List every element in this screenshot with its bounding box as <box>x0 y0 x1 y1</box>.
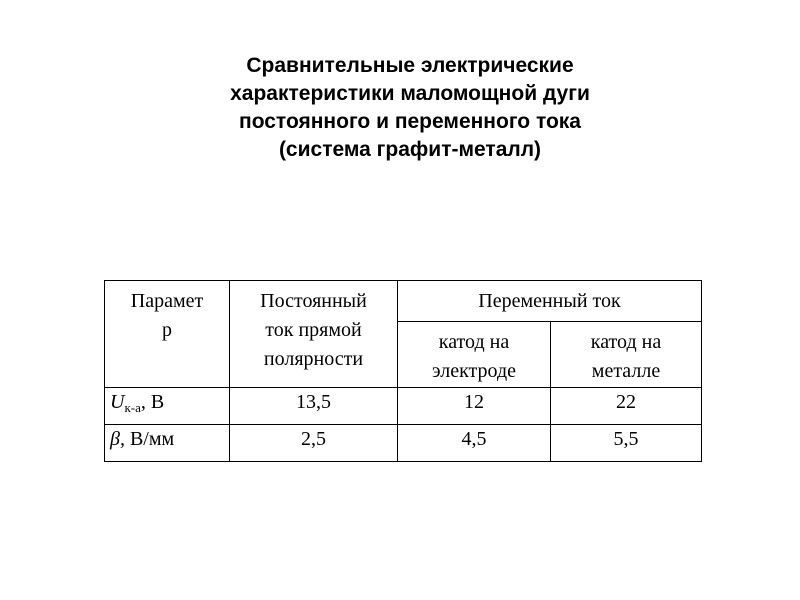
row-parameter-voltage: $U_{к-а}$, В <box>105 388 230 425</box>
title-line-3: постоянного и переменного тока <box>239 110 581 133</box>
title-line-1: Сравнительные электрические <box>246 54 574 77</box>
cell-ac-electrode-value: 4,5 <box>398 425 551 462</box>
header-direct-current: Постоянный ток прямой полярности <box>230 281 398 388</box>
row-parameter-beta: β, В/мм <box>105 425 230 462</box>
cell-ac-metal-value: 22 <box>551 388 702 425</box>
cell-ac-metal-value: 5,5 <box>551 425 702 462</box>
table-header-row <box>105 281 702 322</box>
header-alternating-current: Переменный ток <box>398 281 702 322</box>
header-cathode-on-metal: катод на металле <box>551 322 702 388</box>
header-cathode-on-electrode: катод на электроде <box>398 322 551 388</box>
title-line-2: характеристики маломощной дуги <box>230 82 590 105</box>
page-title <box>130 52 690 164</box>
header-parameter: Парамет р <box>105 281 230 388</box>
cell-ac-electrode-value: 12 <box>398 388 551 425</box>
title-line-4: (система графит-металл) <box>278 138 542 161</box>
cell-dc-value: 2,5 <box>230 425 398 462</box>
table-row <box>105 388 702 425</box>
cell-dc-value: 13,5 <box>230 388 398 425</box>
table-row <box>105 425 702 462</box>
comparison-table <box>104 280 702 462</box>
